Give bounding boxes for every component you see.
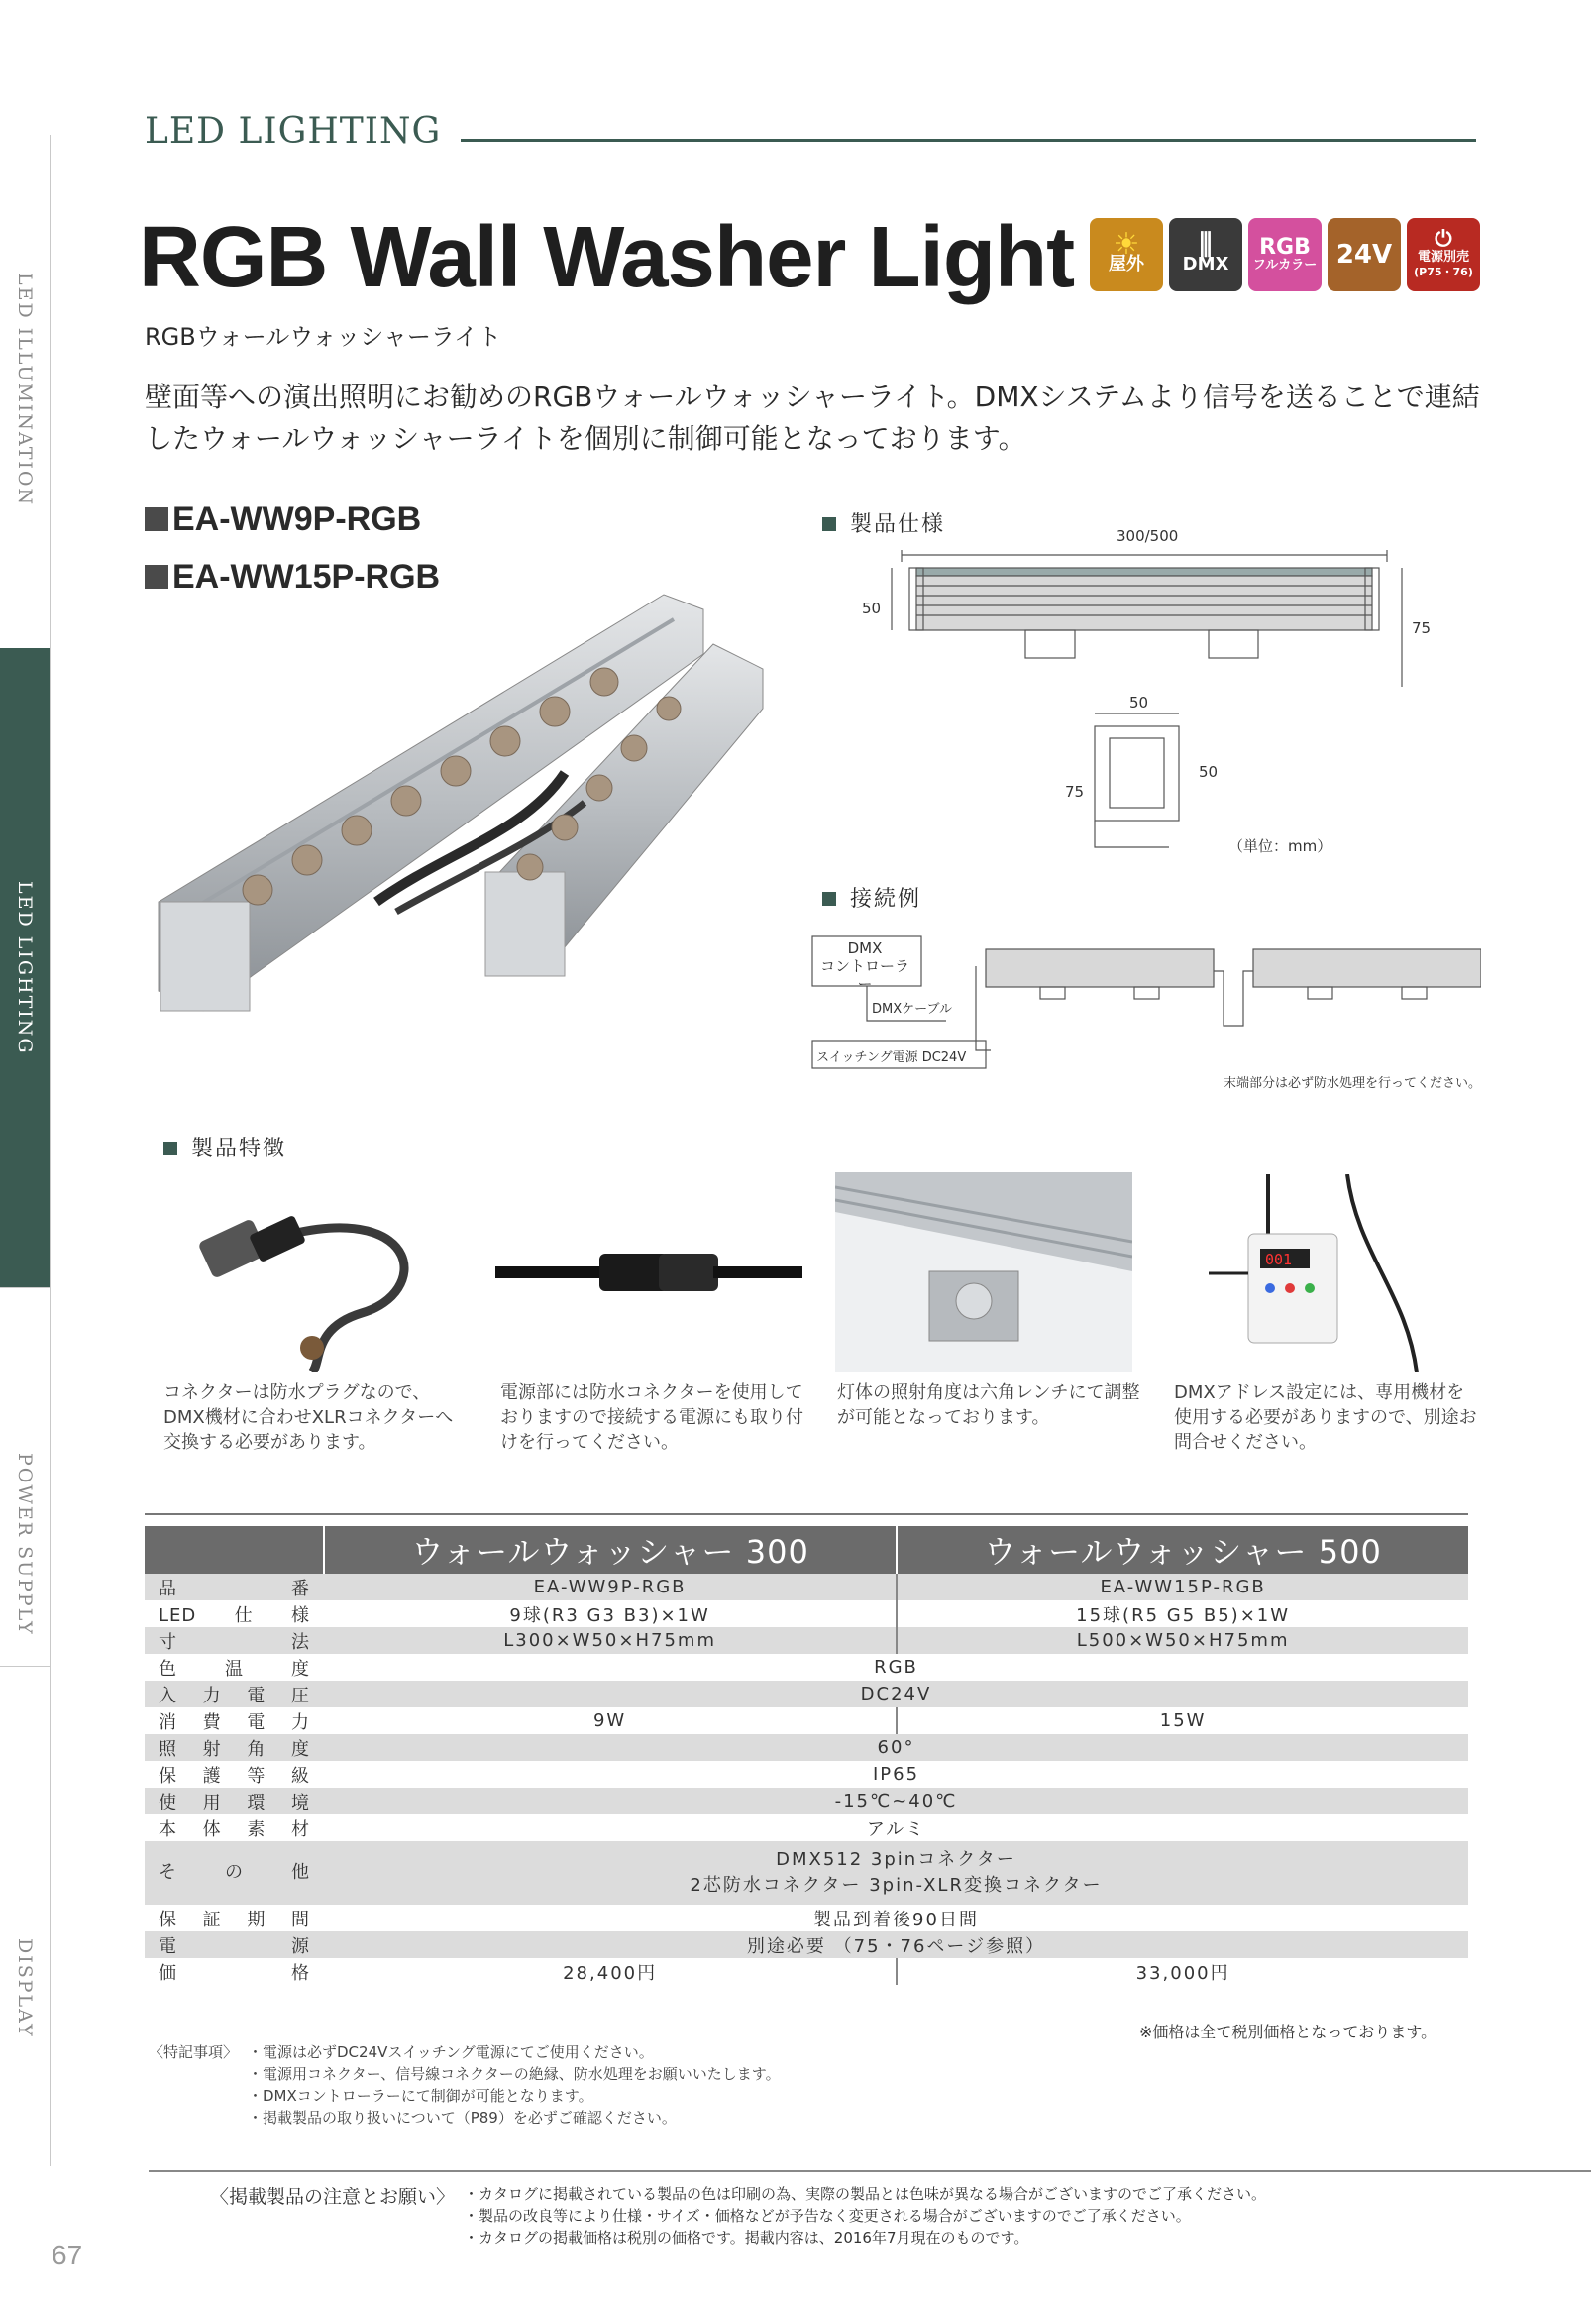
xlr-connector-photo bbox=[183, 1174, 441, 1372]
dmx-controller-label: DMX コントローラー bbox=[819, 939, 909, 993]
features-heading: 製品特徴 bbox=[163, 1132, 286, 1162]
connection-note: 末端部分は必ず防水処理を行ってください。 bbox=[1224, 1076, 1482, 1091]
height-dimension: 75 bbox=[1412, 619, 1432, 637]
page-number: 67 bbox=[52, 2240, 83, 2270]
feature-text: 電源部には防水コネクターを使用しておりますので接続する電源にも取り付けを行ってください。 bbox=[500, 1382, 803, 1453]
side-tab-label: LED ILLUMINATION bbox=[14, 273, 36, 507]
dmx-address-tool-photo bbox=[1209, 1174, 1436, 1372]
model-name: EA-WW9P-RGB bbox=[145, 500, 421, 539]
table-row: LED仕様 9球(R3 G3 B3)×1W 15球(R5 G5 B5)×1W bbox=[145, 1600, 1468, 1627]
product-photo bbox=[149, 575, 793, 1031]
side-tab-power-supply[interactable] bbox=[0, 1289, 50, 1800]
controller-display: 001 bbox=[1265, 1251, 1293, 1268]
table-row: 電源 別途必要 （75・76ページ参照） bbox=[145, 1931, 1468, 1958]
table-row: 価格 28,400円 33,000円 bbox=[145, 1958, 1468, 1985]
side-tab-label: POWER SUPPLY bbox=[14, 1453, 36, 1636]
table-top-rule bbox=[145, 1513, 1468, 1515]
footer-note: ・製品の改良等により仕様・サイズ・価格などが予告なく変更される場合がございますのでご了承ください。 bbox=[464, 2207, 1191, 2225]
24v-badge: 24V bbox=[1328, 218, 1401, 291]
special-note: ・DMXコントローラーにて制御が可能となります。 bbox=[248, 2087, 593, 2105]
dmx-badge: ⫼ DMX bbox=[1169, 218, 1242, 291]
page-title: RGB Wall Washer Light bbox=[139, 209, 1075, 305]
column-header: ウォールウォッシャー 500 bbox=[897, 1526, 1468, 1574]
footer-label: 〈掲載製品の注意とお願い〉 bbox=[210, 2186, 456, 2208]
front-height-dimension: 75 bbox=[1065, 783, 1085, 801]
feature-text: DMXアドレス設定には、専用機材を使用する必要がありますので、別途お問合せください。 bbox=[1174, 1382, 1477, 1453]
waterproof-connector-photo bbox=[495, 1229, 802, 1328]
unit-label: （単位：mm） bbox=[1228, 837, 1332, 855]
table-row: 入力電圧 DC24V bbox=[145, 1681, 1468, 1707]
table-row: 使用環境 -15℃~40℃ bbox=[145, 1788, 1468, 1814]
power-supply-label: スイッチング電源 DC24V bbox=[816, 1050, 967, 1065]
side-tab-display[interactable] bbox=[0, 1810, 50, 2166]
dmx-cable-label: DMXケーブル bbox=[872, 1002, 952, 1017]
dmx-slider-icon: ⫼ bbox=[1199, 228, 1213, 261]
side-tab-led-lighting[interactable] bbox=[0, 648, 50, 1287]
footer-note: ・カタログに掲載されている製品の色は印刷の為、実際の製品とは色味が異なる場合がございますのでご了承ください。 bbox=[464, 2185, 1267, 2203]
spec-drawing-heading: 製品仕様 bbox=[822, 507, 945, 538]
power-sold-separately-badge: ⏻ 電源別売 (P75・76) bbox=[1407, 218, 1480, 291]
footer-note: ・カタログの掲載価格は税別の価格です。掲載内容は、2016年7月現在のものです。 bbox=[464, 2229, 1029, 2247]
power-icon: ⏻ bbox=[1435, 227, 1452, 252]
sun-icon: ☀ bbox=[1113, 227, 1140, 262]
tax-note: ※価格は全て税別価格となっております。 bbox=[1139, 2023, 1437, 2041]
side-tab-bar bbox=[0, 135, 51, 2166]
front-height-dimension: 50 bbox=[1199, 763, 1219, 781]
special-notes-label: 〈特記事項〉 bbox=[149, 2043, 239, 2061]
connection-heading: 接続例 bbox=[822, 882, 921, 913]
table-row: その他 DMX512 3pinコネクター 2芯防水コネクター 3pin-XLR変換コネクター bbox=[145, 1841, 1468, 1905]
special-note: ・電源は必ずDC24Vスイッチング電源にてご使用ください。 bbox=[248, 2043, 654, 2061]
section-divider bbox=[461, 139, 1476, 142]
outdoor-badge: ☀ 屋外 bbox=[1090, 218, 1163, 291]
rgb-badge: RGB フルカラー bbox=[1248, 218, 1322, 291]
special-note: ・電源用コネクター、信号線コネクターの絶縁、防水処理をお願いいたします。 bbox=[248, 2065, 781, 2083]
intro-text: 壁面等への演出照明にお勧めのRGBウォールウォッシャーライト。DMXシステムより信号を送ることで連結したウォールウォッシャーライトを個別に制御可能となっております。 bbox=[145, 381, 1480, 455]
table-row: 色温度 RGB bbox=[145, 1654, 1468, 1681]
table-row: 本体素材 アルミ bbox=[145, 1814, 1468, 1841]
feature-text: コネクターは防水プラグなので、DMX機材に合わせXLRコネクターへ交換する必要があります。 bbox=[163, 1382, 454, 1453]
page-subtitle: RGBウォールウォッシャーライト bbox=[145, 323, 502, 351]
table-row: 照射角度 60° bbox=[145, 1734, 1468, 1761]
spec-table bbox=[145, 1526, 1468, 1985]
height-dimension: 50 bbox=[862, 600, 882, 617]
column-header: ウォールウォッシャー 300 bbox=[324, 1526, 897, 1574]
side-tab-label: LED LIGHTING bbox=[14, 880, 36, 1055]
front-width-dimension: 50 bbox=[1129, 694, 1149, 712]
section-label: LED LIGHTING bbox=[145, 111, 442, 152]
model-name: EA-WW15P-RGB bbox=[145, 558, 440, 597]
special-note: ・掲載製品の取り扱いについて（P89）を必ずご確認ください。 bbox=[248, 2109, 677, 2127]
footer-rule bbox=[149, 2170, 1591, 2172]
table-row: 品番 EA-WW9P-RGB EA-WW15P-RGB bbox=[145, 1574, 1468, 1600]
side-tab-led-illumination[interactable] bbox=[0, 135, 50, 645]
dimension-drawing bbox=[872, 550, 1427, 877]
feature-text: 灯体の照射角度は六角レンチにて調整が可能となっております。 bbox=[837, 1382, 1140, 1428]
table-row: 保護等級 IP65 bbox=[145, 1761, 1468, 1788]
length-dimension: 300/500 bbox=[1117, 527, 1179, 545]
table-row: 消費電力 9W 15W bbox=[145, 1707, 1468, 1734]
angle-adjust-photo bbox=[835, 1172, 1132, 1372]
table-row: 保証期間 製品到着後90日間 bbox=[145, 1905, 1468, 1931]
table-row: 寸法 L300×W50×H75mm L500×W50×H75mm bbox=[145, 1627, 1468, 1654]
side-tab-label: DISPLAY bbox=[14, 1937, 36, 2038]
